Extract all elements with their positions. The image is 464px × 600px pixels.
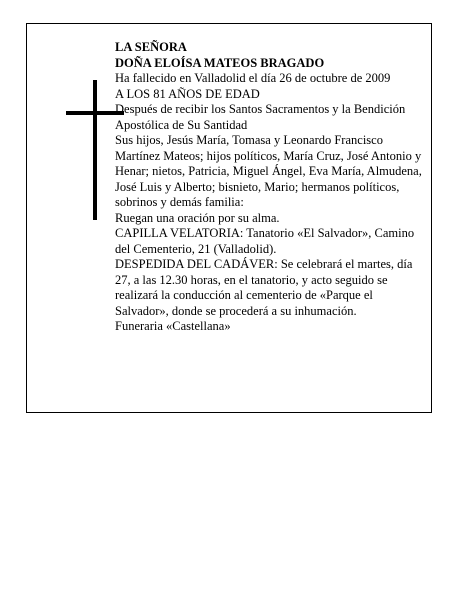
deceased-name: DOÑA ELOÍSA MATEOS BRAGADO bbox=[115, 55, 325, 70]
obituary-text bbox=[115, 40, 427, 335]
chapel-info: CAPILLA VELATORIA: Tanatorio «El Salvador», Camino del Cementerio, 21 (Valladolid). bbox=[115, 226, 415, 256]
farewell-info: DESPEDIDA DEL CADÁVER: Se celebrará el martes, día 27, a las 12.30 horas, en el tanatorio, y acto seguido se realizará la conducción al cementerio de «Parque el Salvador», donde se procederá a su inhumación. bbox=[115, 257, 413, 318]
sacraments-statement: Después de recibir los Santos Sacramentos y la Bendición Apostólica de Su Santidad bbox=[115, 102, 406, 132]
family-list: Sus hijos, Jesús María, Tomasa y Leonardo Francisco Martínez Mateos; hijos políticos, María Cruz, José Antonio y Henar; nietos, Patricia, Miguel Ángel, Eva María, Almudena, José Luis y Alberto; bisnieto, Mario; hermanos políticos, sobrinos y demás familia: bbox=[115, 133, 422, 209]
death-statement: Ha fallecido en Valladolid el día 26 de octubre de 2009 bbox=[115, 71, 391, 85]
latin-cross-icon bbox=[93, 80, 97, 220]
funeral-home: Funeraria «Castellana» bbox=[115, 319, 231, 333]
age-statement: A LOS 81 AÑOS DE EDAD bbox=[115, 86, 260, 101]
notice-title: LA SEÑORA bbox=[115, 40, 187, 54]
prayer-request: Ruegan una oración por su alma. bbox=[115, 210, 280, 225]
